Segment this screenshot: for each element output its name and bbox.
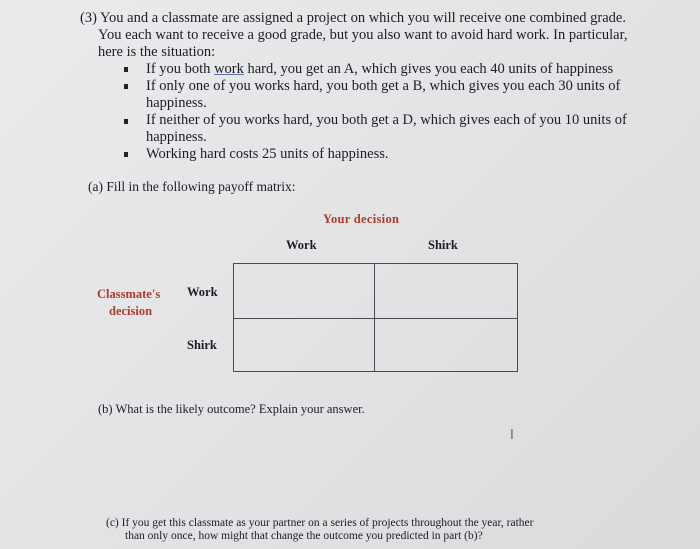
bullet-marker xyxy=(124,119,128,124)
row-header-shirk: Shirk xyxy=(187,338,217,352)
bullet-2-line-2: happiness. xyxy=(146,95,207,111)
text-cursor-icon: I xyxy=(510,428,514,443)
bullet-2-line-1: If only one of you works hard, you both get a B, which gives you each 30 units of xyxy=(146,78,621,94)
question-intro-line-2: You each want to receive a good grade, but you also want to avoid hard work. In particular, xyxy=(98,27,628,43)
matrix-cell-work-work[interactable] xyxy=(233,263,375,319)
bullet-1-pre: If you both xyxy=(146,61,215,77)
bullet-3-line-1: If neither of you works hard, you both get a D, which gives each of you 10 units of xyxy=(146,112,627,128)
bullet-1 xyxy=(146,61,613,78)
bullet-3-line-2: happiness. xyxy=(146,129,207,145)
part-c-line-2: than only once, how might that change the outcome you predicted in part (b)? xyxy=(125,530,483,542)
column-header-shirk: Shirk xyxy=(428,238,458,252)
part-b-prompt: (b) What is the likely outcome? Explain your answer. xyxy=(98,402,365,416)
your-decision-label: Your decision xyxy=(323,212,400,226)
question-intro-line-3: here is the situation: xyxy=(98,44,216,60)
bullet-4-line-1: Working hard costs 25 units of happiness. xyxy=(146,146,389,162)
part-c-line-1: (c) If you get this classmate as your partner on a series of projects throughout the year, rather xyxy=(106,517,534,529)
matrix-cell-work-shirk[interactable] xyxy=(374,263,518,319)
matrix-cell-shirk-work[interactable] xyxy=(233,318,375,372)
bullet-marker xyxy=(124,84,128,89)
part-a-prompt: (a) Fill in the following payoff matrix: xyxy=(88,179,296,194)
row-header-work: Work xyxy=(187,285,218,299)
question-intro-line-1: (3) You and a classmate are assigned a project on which you will receive one combined grade. xyxy=(80,10,626,26)
bullet-marker xyxy=(124,67,128,72)
bullet-marker xyxy=(124,152,128,157)
classmate-decision-label-line-2: decision xyxy=(109,304,153,318)
bullet-1-post: hard, you get an A, which gives you each 40 units of happiness xyxy=(243,61,614,77)
payoff-matrix xyxy=(233,263,518,372)
bullet-1-link-work: work xyxy=(214,61,244,77)
column-header-work: Work xyxy=(286,238,317,252)
matrix-cell-shirk-shirk[interactable] xyxy=(374,318,518,372)
classmate-decision-label-line-1: Classmate's xyxy=(97,287,161,301)
